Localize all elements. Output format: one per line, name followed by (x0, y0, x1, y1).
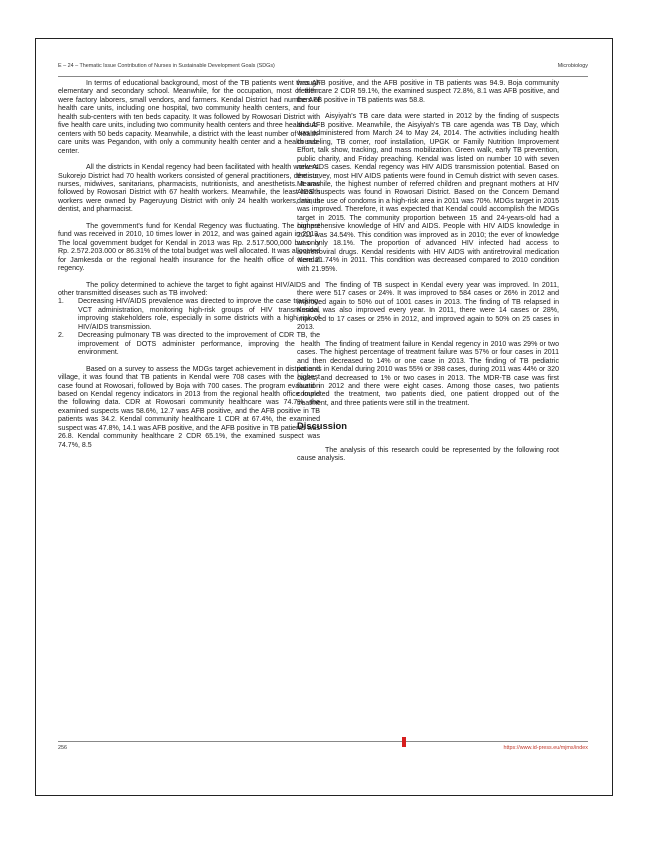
page-number: 256 (58, 745, 67, 751)
journal-title: E – 24 – Thematic Issue Contribution of Nurses in Sustainable Development Goals (SDGs) (58, 63, 275, 69)
paragraph: The finding of treatment failure in Kendal regency in 2010 was 29% or two cases. The highest percentage of treatment failure was 57% or four cases in 2011 and then decreased to 14% or one case in 2013. The finding of TB pediatric patients in Kendal during 2010 was 55% or 398 cases, during 2011 was 44% or 320 cases, and decreased to 1% or two cases in 2013. The MDR-TB case was first found in 2012 and there were eight cases. Among those cases, two patients completed the treatment, two patients died, one patient dropped out of the treatment, and three patients were still in the treatment. (297, 340, 559, 407)
paragraph: All the districts in Kendal regency had been facilitated with health workers. Sukorejo District had 70 health workers consisted of general practitioners, dentists, nurses, midwives, sanitarians, pharmacists, nutritionists, and anesthetists. It was followed by Rowosari District with 67 health workers. Meanwhile, the least health workers were owned by Pageruyung District with only 24 health workers, minus dentist, and pharmacist. (58, 164, 320, 214)
footer-marker (402, 737, 406, 747)
journal-link[interactable]: https://www.id-press.eu/mjms/index (503, 745, 588, 751)
list-item (58, 298, 320, 332)
list-number: 2. (58, 332, 64, 340)
paragraph: Aisyiyah's TB care data were started in 2012 by the finding of suspects and AFB positive. Meanwhile, the Aisyiyah's TB care agenda was TB Day, which was administered from March 24 to May 24, 2014. The activities including health counseling, TB corner, roof installation, UPGK or Family Nutrition Improvement Effort, talk show, tracking, and mass mobilization. Green walk, early TB prevention, public charity, and Friday preaching. Kendal was listed on number 10 with seven new AIDS cases. Kendal regency was HIV AIDS transmission potential. Based on the survey, most HIV AIDS patients were found in Cemuh district with seven cases. Meanwhile, the highest number of referred children and pregnant mothers at HIV AIDS suspects was found in Rowosari District. Based on the Concern Demand data, the use of condoms in a high-risk area in 2011 was 70%. MDGs target in 2015 was improved. Therefore, it was expected that Kendal could accomplish the MDGs target in 2015. The community proportion between 15 and 24-years-old had a comprehensive knowledge of HIV and AIDS. People with HIV AIDS knowledge in 2011 was 34.54%. This condition was improved as in 2010; the ever of knowledge was only 18.1%. The proportion of advanced HIV infected had access to antiretroviral drugs. Kendal residents with HIV AIDS with antiretroviral medication were 21.74% in 2011. This condition was decreased compared to 2010 condition with 21.95%. (297, 113, 559, 273)
paragraph: The analysis of this research could be represented by the following root cause analysis. (297, 446, 559, 463)
paragraph: The government's fund for Kendal Regency was fluctuating. The highest fund was received in 2010, 10 times lower in 2012, and was gained again in 2013. The local government budget for Kendal in 2013 was Rp. 2.517.500,000 but only Rp. 2.572.203.000 or 86.31% of the total budget was well allocated. It was allocated for Jamkesda or the regional health insurance for the health office of Kendal regency. (58, 222, 320, 273)
list-number: 1. (58, 298, 64, 306)
list-item (58, 332, 320, 357)
paragraph: The policy determined to achieve the target to fight against HIV/AIDS and other transmitted diseases such as TB involved: (58, 281, 320, 297)
paragraph: The finding of TB suspect in Kendal every year was improved. In 2011, there were 517 cases or 24%. It was improved to 584 cases or 26% in 2012 and improved again to 50% out of 1001 cases in 2013. The finding of TB relapsed in Kendal was also improved every year. In 2011, there were 14 cases or 28%, improved to 17 cases or 25% in 2012, and improved again to 50% on 25 cases in 2013. (297, 281, 559, 332)
right-column (297, 80, 559, 464)
page-footer (58, 741, 588, 752)
paragraph: Based on a survey to assess the MDGs target achievement in district and village, it was found that TB patients in Kendal were 708 cases with the highest case found at Rowosari, followed by Boja with 700 cases. The program evaluation based on Kendal regency indicators in 2013 from the regional health office found the following data. CDR at Rowosari community healthcare was 74.7%, the examined suspects was 58.6%, 12.7 was AFB positive, and the AFB positive in TB patients was 34.2. Kendal community healthcare 1 CDR at 67.4%, the examined suspect was 47.8%, 14.1 was AFB positive, and the AFB positive in TB patients was 26.8. Kendal community healthcare 2 CDR 65.1%, the examined suspect was 74.7%, 8.5 (58, 365, 320, 449)
section-label: Microbiology (557, 63, 588, 69)
list-text: Decreasing HIV/AIDS prevalence was directed to improve the case tracking, VCT administration, monitoring high-risk groups of HIV transmission, improving stakeholders role, especially in some districts with a high risk of HIV/AIDS transmission. (78, 298, 320, 331)
left-column (58, 80, 320, 450)
list-text: Decreasing pulmonary TB was directed to the improvement of CDR TB, the improvement of DOTS administer performance, improving the health environment. (78, 332, 320, 357)
section-heading: Discussion (297, 420, 348, 432)
paragraph: was AFB positive, and the AFB positive in TB patients was 94.9. Boja community health care 2 CDR 59.1%, the examined suspect 72.8%, 8.1 was AFB positive, and the AFB positive in TB patients was 58.8. (297, 80, 559, 104)
paragraph: In terms of educational background, most of the TB patients went through elementary and secondary school. Meanwhile, for the occupation, most of them were factory laborers, small vendors, and farmers. Kendal District had numbers of health care units, including one hospital, two community health centers, and four health sub-centers with ten beds capacity. It was followed by Rowosari District with five health care units, including two community health centers and three health sub-centers with 50 beds capacity. Meanwhile, a district with the least number of health-care units was Pegandon, with only a community health center and a health sub-center. (58, 80, 320, 155)
running-header (58, 63, 588, 77)
